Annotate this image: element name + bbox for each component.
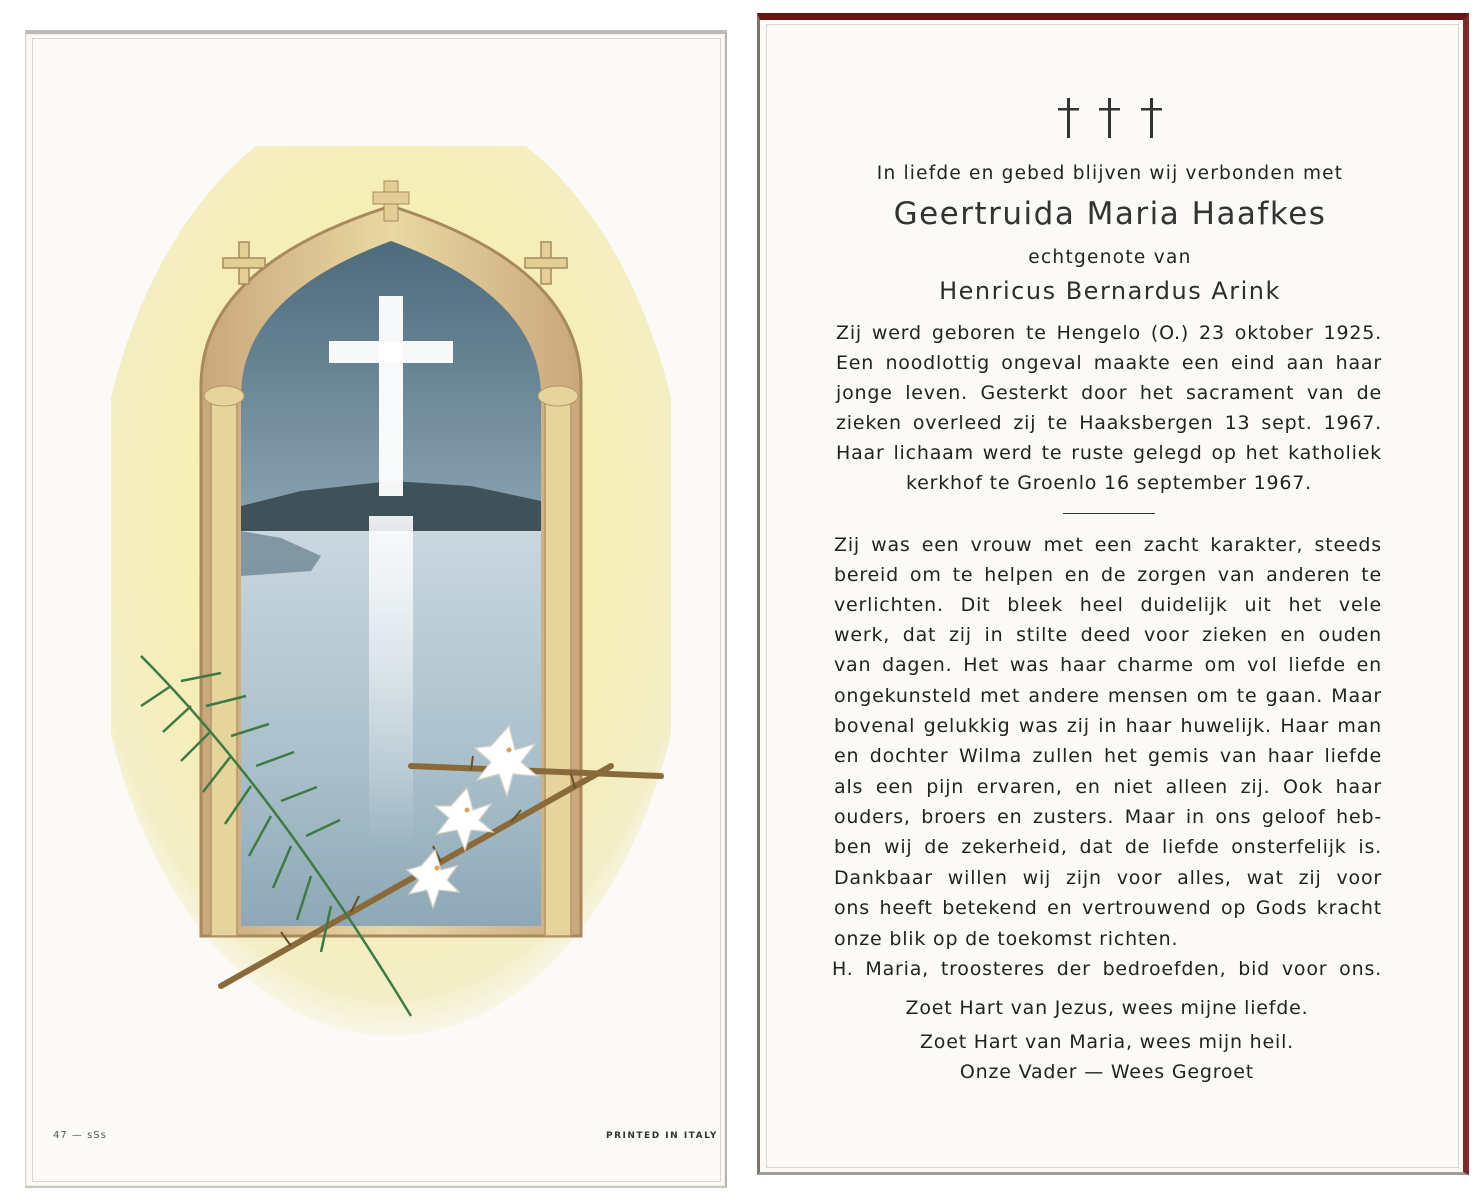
tribute-line: bovenal gelukkig was zij in haar huwelijk. Haar man: [834, 715, 1382, 737]
tribute-line: werk, dat zij in stilte deed voor zieken en ouden: [834, 624, 1382, 646]
tribute-line: onze blik op de toekomst richten.: [834, 928, 1179, 950]
prayer-card-front: [25, 30, 727, 1188]
tribute-line: verlichten. Dit bleek heel duidelijk uit het vele: [834, 594, 1382, 616]
tribute-line: van dagen. Het was haar charme om vol liefde en: [834, 654, 1382, 676]
prayer-heart-maria: Zoet Hart van Maria, wees mijn heil.: [919, 1031, 1294, 1053]
bio-line: zieken overleed zij te Haaksbergen 13 sept. 1967.: [836, 412, 1382, 434]
catalog-number: 47 — sSs: [53, 1130, 107, 1141]
printer-note: PRINTED IN ITALY: [606, 1131, 718, 1141]
tribute-line: ons heeft betekend en vertrouwend op Gods kracht: [834, 897, 1382, 919]
tribute-line: ongekunsteld met andere mensen om te gaan. Maar: [834, 685, 1382, 707]
tribute-line: ben wij de zekerheid, dat de liefde onsterfelijk is.: [834, 836, 1382, 858]
tribute-line: bereid om te helpen en de zorgen van anderen te: [834, 564, 1382, 586]
tribute-line: Zij was een vrouw met een zacht karakter, steeds: [834, 534, 1382, 556]
light-reflection: [369, 516, 413, 846]
bio-line: jonge leven. Gesterkt door het sacrament van de: [836, 382, 1382, 404]
tribute-line: ouders, broers en zusters. Maar in ons geloof heb-: [834, 806, 1382, 828]
tribute-line: Dankbaar willen wij zijn voor alles, wat zij voor: [834, 867, 1382, 889]
spouse-name: Henricus Bernardus Arink: [939, 277, 1281, 305]
prayer-maria: H. Maria, troosteres der bedroefden, bid voor ons.: [832, 958, 1382, 980]
bio-line: Zij werd geboren te Hengelo (O.) 23 oktober 1925.: [836, 322, 1382, 344]
prayer-final: Onze Vader — Wees Gegroet: [959, 1061, 1255, 1083]
intro-line: In liefde en gebed blijven wij verbonden met: [876, 163, 1344, 184]
deceased-name: Geertruida Maria Haafkes: [893, 196, 1327, 232]
bio-line: kerkhof te Groenlo 16 september 1967.: [906, 472, 1312, 494]
spouse-label: echtgenote van: [1028, 247, 1192, 268]
bio-line: Een noodlottig ongeval maakte een eind aan haar: [836, 352, 1382, 374]
tribute-line: en dochter Wilma zullen het gemis van haar liefde: [834, 745, 1382, 767]
bio-line: Haar lichaam werd te ruste gelegd op het katholiek: [836, 442, 1382, 464]
prayer-sacred-heart-jesus: Zoet Hart van Jezus, wees mijne liefde.: [905, 997, 1309, 1019]
three-crosses-icon: [1040, 92, 1180, 144]
divider-rule: [1063, 513, 1155, 514]
tribute-line: als een pijn ervaren, en niet alleen zij. Ook haar: [834, 776, 1382, 798]
gothic-window-illustration: [111, 146, 671, 1046]
